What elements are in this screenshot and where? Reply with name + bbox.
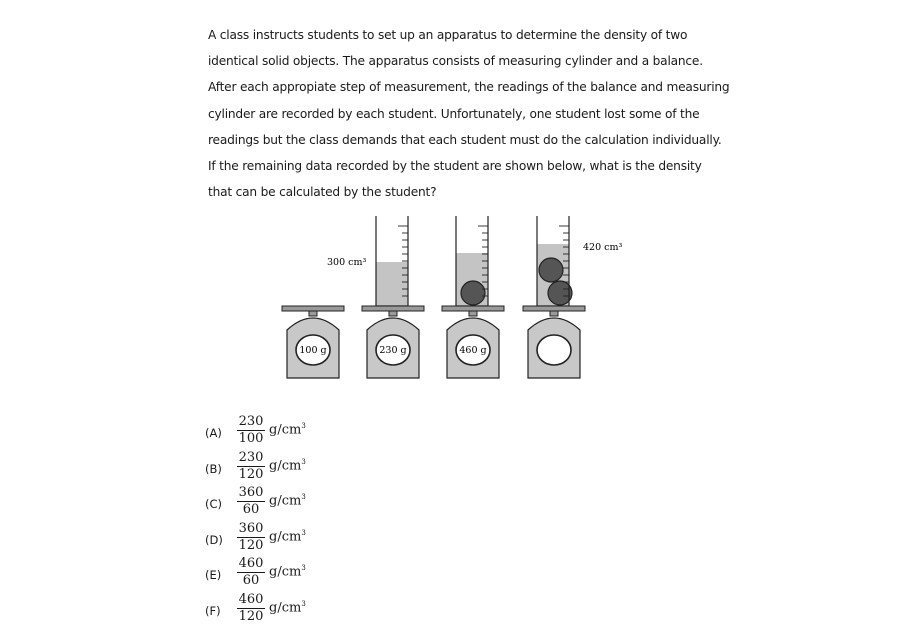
numerator: 230 — [238, 414, 264, 429]
unit — [269, 564, 306, 579]
question-line: After each appropiate step of measurement, the readings of the balance and measuring — [208, 80, 730, 95]
balance-reading: 460 g — [459, 345, 487, 356]
numerator: 230 — [238, 449, 264, 465]
balance-pan — [523, 306, 585, 311]
balance-stem — [309, 311, 317, 316]
unit — [269, 600, 306, 615]
option-letter: (D) — [205, 532, 223, 547]
unit-base: g/cm — [269, 422, 302, 438]
balance-reading: 100 g — [299, 345, 327, 356]
numerator: 360 — [238, 520, 264, 536]
denominator: 120 — [238, 608, 264, 624]
question-line: cylinder are recorded by each student. Unfortunately, one student lost some of the — [208, 106, 700, 121]
balance-pan — [362, 306, 424, 311]
option-letter: (B) — [205, 461, 222, 476]
unit-exponent: 3 — [301, 599, 306, 608]
balance-pan — [442, 306, 504, 311]
numerator: 460 — [238, 556, 264, 571]
balance-dial — [537, 335, 571, 365]
unit-exponent: 3 — [301, 493, 306, 501]
question-line: readings but the class demands that each student must do the calculation individually. — [208, 132, 722, 147]
numerator: 460 — [238, 591, 264, 607]
balance-stem — [389, 311, 397, 316]
fraction — [237, 593, 265, 624]
unit-base: g/cm — [269, 564, 302, 580]
fraction — [237, 557, 265, 588]
unit-exponent: 3 — [301, 457, 306, 466]
denominator: 120 — [238, 537, 264, 553]
question-line: identical solid objects. The apparatus consists of measuring cylinder and a balance. — [208, 54, 703, 69]
balance-stem — [550, 311, 558, 316]
unit-base: g/cm — [269, 457, 302, 473]
question-text — [208, 22, 730, 205]
option-letter: (E) — [205, 568, 222, 582]
liquid — [376, 262, 408, 306]
question-line: that can be calculated by the student? — [208, 185, 437, 200]
fraction — [237, 522, 265, 553]
option-letter: (F) — [205, 603, 221, 618]
fraction — [237, 415, 265, 446]
option-letter: (C) — [205, 497, 223, 511]
unit-exponent: 3 — [301, 528, 306, 537]
unit — [269, 493, 306, 508]
unit-exponent: 3 — [301, 564, 306, 572]
balance-station-4 — [523, 216, 622, 378]
balance-station-3 — [442, 216, 504, 378]
balance-stem — [469, 311, 477, 316]
balance-station-1 — [282, 306, 344, 378]
question-line: A class instructs students to set up an apparatus to determine the density of two — [208, 28, 688, 42]
unit — [269, 458, 306, 473]
balance-pan — [282, 306, 344, 311]
question-line: If the remaining data recorded by the student are shown below, what is the density — [208, 159, 702, 174]
denominator: 60 — [242, 502, 260, 517]
unit — [269, 529, 306, 544]
denominator: 60 — [242, 573, 260, 588]
option-letter: (A) — [205, 426, 222, 440]
numerator: 360 — [238, 485, 264, 500]
volume-label: 420 cm³ — [583, 242, 623, 253]
denominator: 120 — [238, 466, 264, 482]
solid-object — [539, 258, 563, 282]
fraction — [237, 486, 265, 517]
balance-reading: 230 g — [379, 345, 407, 356]
unit-exponent: 3 — [301, 422, 306, 430]
solid-object — [461, 281, 485, 305]
volume-label: 300 cm³ — [327, 257, 367, 268]
apparatus-figure — [270, 210, 650, 385]
unit-base: g/cm — [269, 528, 302, 544]
fraction — [237, 451, 265, 482]
unit-base: g/cm — [269, 493, 302, 509]
denominator: 100 — [238, 431, 264, 446]
unit-base: g/cm — [269, 599, 302, 615]
unit — [269, 422, 306, 437]
balance-station-2 — [327, 216, 424, 378]
